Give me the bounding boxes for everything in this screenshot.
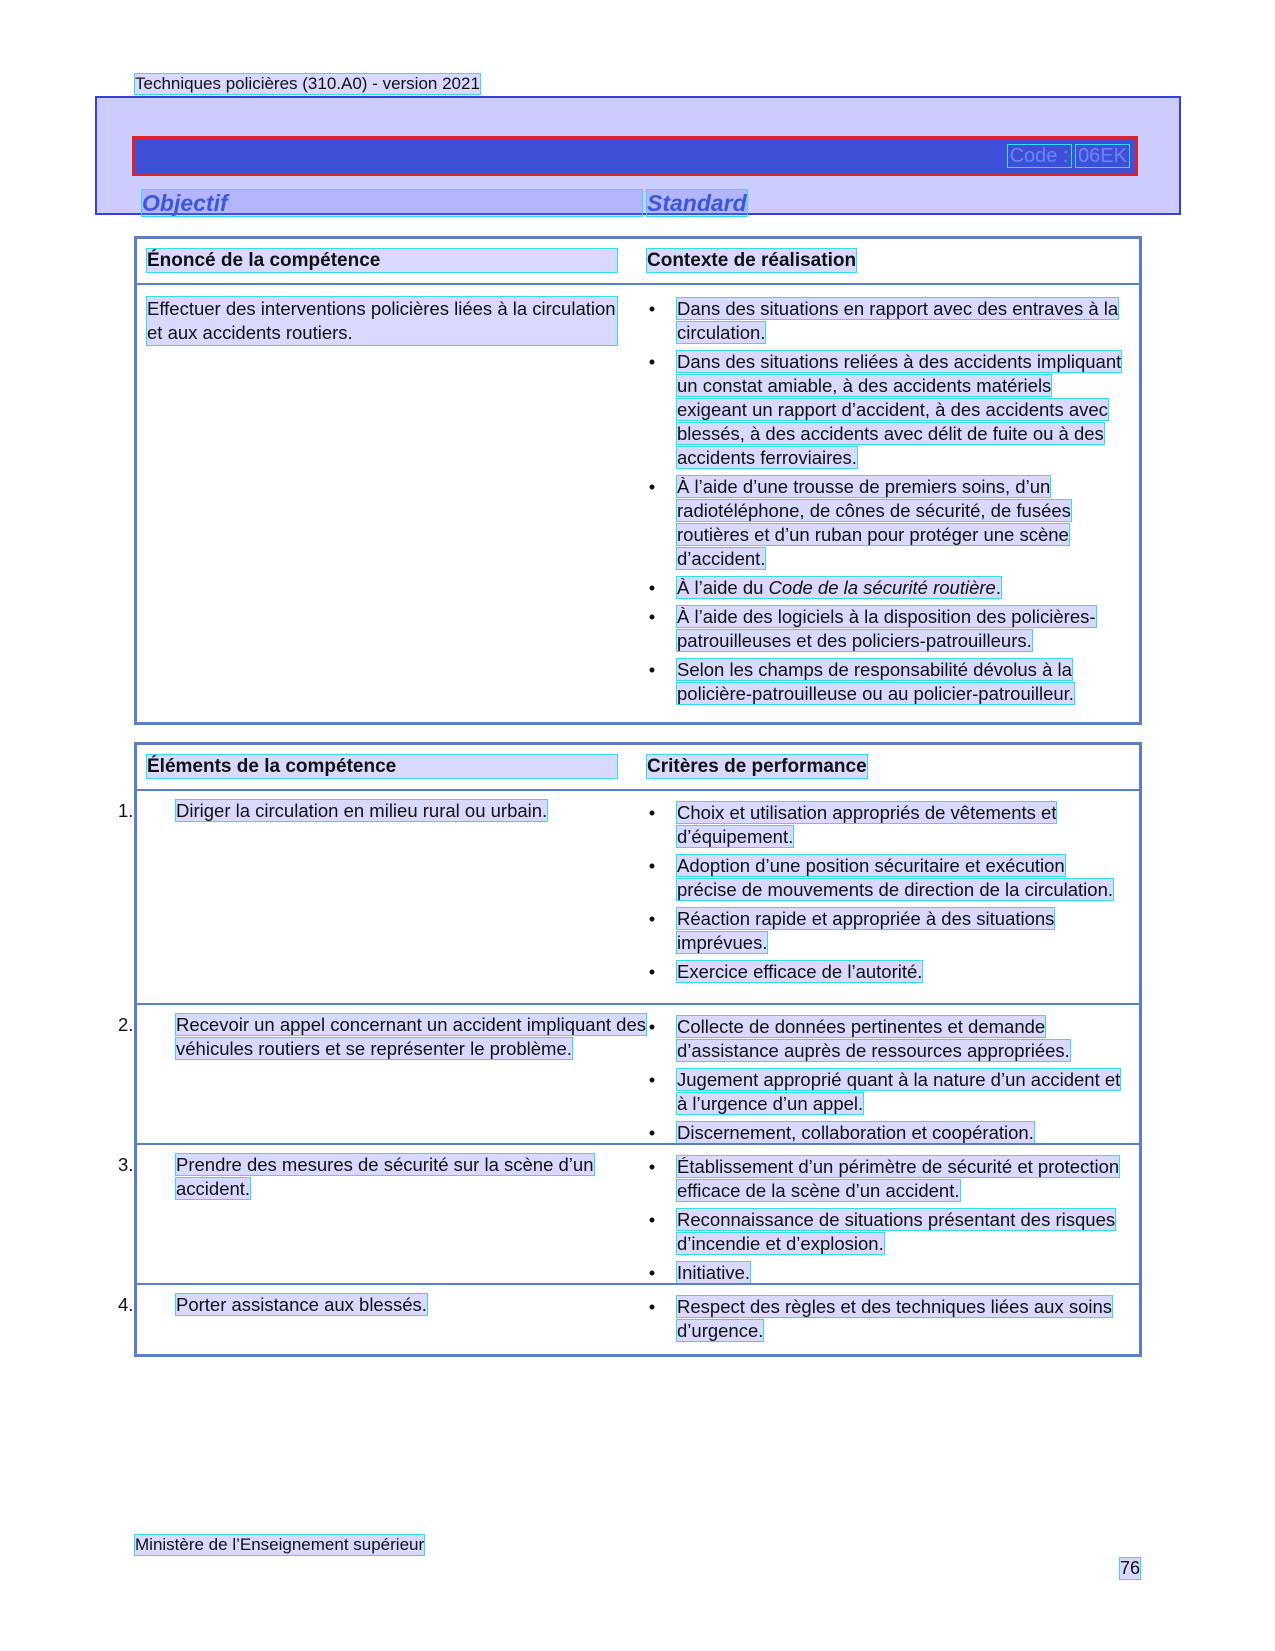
element-number: 3. (118, 1154, 134, 1175)
elements-table (118, 742, 1142, 1357)
criterion-item-text: Adoption d’une position sécuritaire et exécution précise de mouvements de direction de la circulation. (677, 855, 1114, 900)
bullet-icon: • (648, 1209, 656, 1230)
code-wrap (1008, 145, 1129, 168)
criterion-item (647, 907, 1125, 955)
element-text (118, 1153, 646, 1201)
criterion-item-text: Exercice efficace de l’autorité. (677, 961, 923, 982)
context-item (647, 297, 1125, 345)
competency-statement: Effectuer des interventions policières liées à la circulation et aux accidents routiers. (147, 298, 616, 343)
criterion-item-text: Initiative. (677, 1262, 751, 1283)
criterion-item (647, 1155, 1125, 1203)
element-number: 4. (118, 1294, 134, 1315)
element-row (118, 1003, 1139, 1143)
context-item-text: À l’aide des logiciels à la disposition des policières-patrouilleuses et des policiers-patrouilleurs. (677, 606, 1096, 651)
criterion-item-text: Établissement d’un périmètre de sécurité et protection efficace de la scène d’un accident. (677, 1156, 1120, 1201)
element-text (118, 1013, 646, 1061)
criterion-item-text: Reconnaissance de situations présentant des risques d’incendie et d’explosion. (677, 1209, 1116, 1254)
context-item-text: Selon les champs de responsabilité dévolus à la policière-patrouilleuse ou au policier-patrouilleur. (677, 659, 1074, 704)
bullet-icon: • (648, 1016, 656, 1037)
criteria-list (647, 801, 1125, 989)
element-number: 2. (118, 1014, 134, 1035)
element-number: 1. (118, 800, 134, 821)
criteria-list (647, 1015, 1125, 1150)
context-item-text: Dans des situations en rapport avec des entraves à la circulation. (677, 298, 1119, 343)
page-header: Techniques policières (310.A0) - version 2021 (135, 74, 480, 93)
bullet-icon: • (648, 298, 656, 319)
criterion-item-text: Discernement, collaboration et coopération. (677, 1122, 1034, 1143)
bullet-icon: • (648, 1262, 656, 1283)
element-label: Recevoir un appel concernant un accident impliquant des véhicules routiers et se représenter le problème. (176, 1014, 646, 1059)
criterion-item (647, 1208, 1125, 1256)
element-row (118, 791, 1139, 1003)
criterion-item (647, 1015, 1125, 1063)
criterion-item (647, 960, 1125, 984)
bullet-icon: • (648, 577, 656, 598)
page-number: 76 (1120, 1558, 1141, 1578)
criteria-list (647, 1295, 1125, 1348)
bullet-icon: • (648, 659, 656, 680)
element-row (118, 1283, 1139, 1345)
code-bar (132, 136, 1138, 176)
statement-header: Énoncé de la compétence (147, 249, 617, 272)
criterion-item (647, 1068, 1125, 1116)
criteria-list (647, 1155, 1125, 1290)
criterion-item (647, 1295, 1125, 1343)
bullet-icon: • (648, 606, 656, 627)
bullet-icon: • (648, 1069, 656, 1090)
context-header: Contexte de réalisation (647, 250, 857, 271)
objective-title: Objectif (142, 190, 642, 216)
context-item (647, 576, 1125, 600)
bullet-icon: • (648, 908, 656, 929)
criterion-item-text: Respect des règles et des techniques liées aux soins d’urgence. (677, 1296, 1113, 1341)
code-value: 06EK (1078, 145, 1127, 167)
criterion-item-text: Réaction rapide et appropriée à des situations imprévues. (677, 908, 1055, 953)
criterion-item-text: Choix et utilisation appropriés de vêtements et d’équipement. (677, 802, 1057, 847)
elements-header-row (137, 745, 1139, 791)
element-label: Prendre des mesures de sécurité sur la scène d’un accident. (176, 1154, 594, 1199)
bullet-icon: • (648, 855, 656, 876)
footer-ministry: Ministère de l’Enseignement supérieur (135, 1535, 425, 1554)
elements-header: Éléments de la compétence (147, 755, 617, 778)
criterion-item-text: Jugement approprié quant à la nature d’un accident et à l’urgence d’un appel. (677, 1069, 1121, 1114)
criterion-item (647, 801, 1125, 849)
bullet-icon: • (648, 1122, 656, 1143)
bullet-icon: • (648, 1296, 656, 1317)
bullet-icon: • (648, 476, 656, 497)
element-label: Porter assistance aux blessés. (176, 1294, 427, 1315)
competency-header (95, 96, 1181, 215)
context-item (647, 475, 1125, 571)
criterion-item (647, 1261, 1125, 1285)
criteria-header: Critères de performance (647, 756, 867, 777)
context-item-text: À l’aide du Code de la sécurité routière. (677, 577, 1001, 598)
bullet-icon: • (648, 802, 656, 823)
element-label: Diriger la circulation en milieu rural ou urbain. (176, 800, 548, 821)
code-reference: Code de la sécurité routière (768, 577, 996, 598)
element-row (118, 1143, 1139, 1283)
element-text (118, 1293, 646, 1317)
context-item (647, 658, 1125, 706)
code-label: Code : (1009, 145, 1069, 167)
context-item-text: Dans des situations reliées à des accidents impliquant un constat amiable, à des accidents matériels exigeant un rapport d’accident, à des accidents avec blessés, à des accidents avec délit de fuite ou à des accidents ferroviaires. (677, 351, 1122, 468)
element-text (118, 799, 646, 823)
bullet-icon: • (648, 961, 656, 982)
context-item-text: À l’aide d’une trousse de premiers soins, d’un radiotéléphone, de cônes de sécurité, de fusées routières et d’un ruban pour protéger une scène d’accident. (677, 476, 1071, 569)
criterion-item (647, 1121, 1125, 1145)
bullet-icon: • (648, 351, 656, 372)
criterion-item (647, 854, 1125, 902)
context-list (647, 297, 1125, 711)
statement-header-row (137, 239, 1139, 285)
statement-table (134, 236, 1142, 725)
context-item (647, 605, 1125, 653)
standard-title: Standard (647, 190, 747, 216)
element-rows (118, 791, 1139, 1345)
criterion-item-text: Collecte de données pertinentes et demande d’assistance auprès de ressources appropriées. (677, 1016, 1070, 1061)
context-item (647, 350, 1125, 470)
bullet-icon: • (648, 1156, 656, 1177)
